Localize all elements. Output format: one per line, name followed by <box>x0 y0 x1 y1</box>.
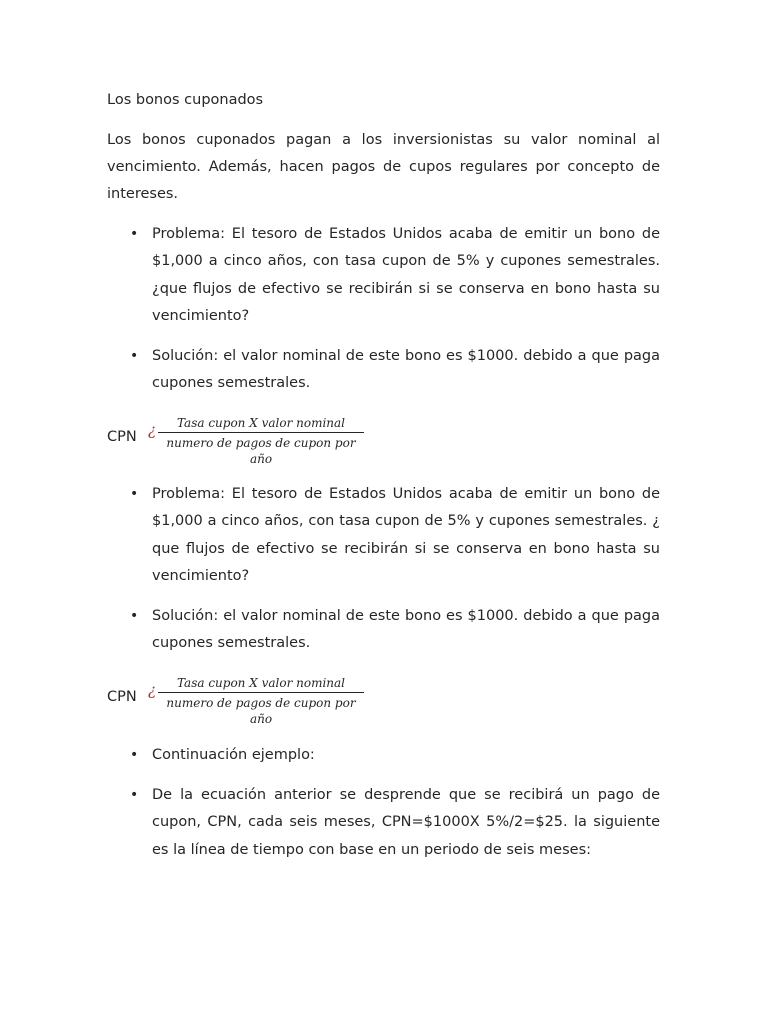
bullet-icon: • <box>130 787 139 803</box>
problem-text: Problema: El tesoro de Estados Unidos acaba de emitir un bono de $1,000 a cinco años, con tasa cupon de 5% y cupones semestrales. ¿ que flujos de efectivo se recibirán si se conserva en bono hasta su vencimiento? <box>152 486 660 584</box>
intro-paragraph: Los bonos cuponados pagan a los inversionistas su valor nominal al vencimiento. Además, hacen pagos de cupos regulares por concepto de intereses. <box>107 132 660 202</box>
bullet-icon: • <box>130 226 139 242</box>
formula-numerator: Tasa cupon X valor nominal <box>176 416 346 430</box>
bullet-icon: • <box>130 348 139 364</box>
solution-text: Solución: el valor nominal de este bono es $1000. debido a que paga cupones semestrales. <box>152 608 660 652</box>
document-title: Los bonos cuponados <box>107 92 264 108</box>
formula-label: CPN <box>107 689 137 705</box>
formula-denominator: numero de pagos de cupon por año <box>166 436 356 466</box>
formula-symbol: ¿ <box>148 681 157 699</box>
fraction <box>158 415 364 467</box>
fraction <box>158 675 364 727</box>
bullet-icon: • <box>130 608 139 624</box>
solution-text: Solución: el valor nominal de este bono es $1000. debido a que paga cupones semestrales. <box>152 348 660 392</box>
continuation-text: Continuación ejemplo: <box>152 747 315 763</box>
bullet-icon: • <box>130 486 139 502</box>
problem-text: Problema: El tesoro de Estados Unidos acaba de emitir un bono de $1,000 a cinco años, con tasa cupon de 5% y cupones semestrales. ¿que flujos de efectivo se recibirán si se conserva en bono hasta su vencimiento? <box>152 226 660 324</box>
formula-label: CPN <box>107 429 137 445</box>
formula-numerator: Tasa cupon X valor nominal <box>176 676 346 690</box>
formula-symbol: ¿ <box>148 421 157 439</box>
cpn-formula <box>107 675 387 726</box>
formula-denominator: numero de pagos de cupon por año <box>166 696 356 726</box>
cpn-formula <box>107 415 387 466</box>
timeline-text: De la ecuación anterior se desprende que se recibirá un pago de cupon, CPN, cada seis meses, CPN=$1000X 5%/2=$25. la siguiente es la línea de tiempo con base en un periodo de seis meses: <box>152 787 660 858</box>
bullet-icon: • <box>130 747 139 763</box>
